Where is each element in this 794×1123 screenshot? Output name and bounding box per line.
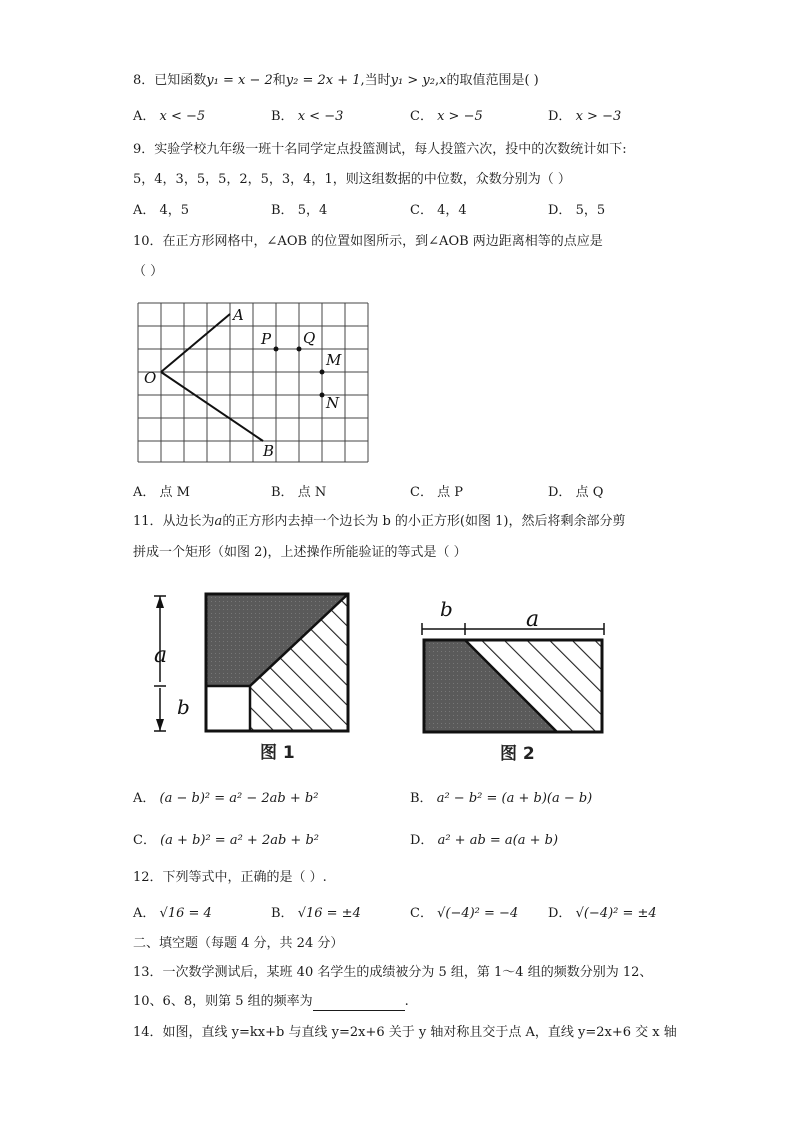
q10-option-d[interactable] [548,484,603,502]
option-label: D． [410,833,434,848]
label-q: Q [303,329,316,347]
option-label: B． [271,109,294,124]
option-value: 5，5 [575,203,606,218]
q10-option-c[interactable] [410,484,463,502]
q11-option-c[interactable] [133,832,319,850]
option-value: 点 N [297,485,327,500]
q13-stem-line2b: . [404,994,409,1009]
q12-option-d[interactable] [548,905,657,923]
q10-stem-line1: 10．在正方形网格中，∠AOB 的位置如图所示，到∠AOB 两边距离相等的点应是 [133,234,603,249]
q12-option-c[interactable] [410,905,518,923]
q8-y1: y₁ = x − 2 [206,73,273,88]
option-value: (a + b)² = a² + 2ab + b² [160,833,319,848]
q12-option-b[interactable] [271,905,361,923]
point-m [320,370,325,375]
option-label: B． [271,485,294,500]
q9-option-c[interactable] [410,202,467,220]
q9-option-a[interactable] [133,202,189,220]
q11-option-b[interactable] [410,790,592,808]
label-o: O [144,369,157,387]
q8-stem-c: , [434,73,440,88]
q11-stem-line1 [133,513,625,531]
q11-figure-2 [412,594,612,769]
option-value: x < −5 [159,109,206,124]
option-label: B． [271,906,294,921]
option-value: x > −5 [437,109,483,124]
option-value: √(−4)² = −4 [437,906,519,921]
q10-option-b[interactable] [271,484,326,502]
option-value: 4，4 [437,203,467,218]
fig2-label-b: b [440,597,453,621]
fig1-label-a: a [154,643,168,668]
point-n [320,393,325,398]
section-title: 二、填空题（每题 4 分，共 24 分） [133,936,344,951]
option-value: √16 = 4 [159,906,212,921]
option-value: 点 Q [575,485,604,500]
q10-stem-line2: （ ） [133,264,164,279]
option-label: D． [548,906,572,921]
label-a: A [233,306,244,324]
option-value: √(−4)² = ±4 [575,906,657,921]
q9-option-d[interactable] [548,202,605,220]
q9-stem-line1: 9．实验学校九年级一班十名同学定点投篮测试，每人投篮六次，投中的次数统计如下: [133,142,627,157]
q13-stem-line1: 13．一次数学测试后，某班 40 名学生的成绩被分为 5 组，第 1～4 组的频数分别为 12、 [133,965,653,980]
point-p [274,347,279,352]
answer-blank[interactable] [313,996,405,1011]
point-q [297,347,302,352]
q11-option-d[interactable] [410,832,558,850]
q8-and: 和 [272,73,286,88]
option-label: C． [133,833,156,848]
q8-stem-d: 的取值范围是( ) [446,73,539,88]
option-label: D． [548,109,572,124]
q8-cond: y₁ > y₂ [390,73,435,88]
option-value: 点 P [437,485,463,500]
q13-stem-line2 [133,993,409,1011]
fig1-label-b: b [177,695,190,719]
ray-ob [161,372,263,441]
option-label: A． [133,109,156,124]
q10-grid-figure [130,296,370,466]
q8-option-d[interactable] [548,108,621,126]
option-label: C． [410,109,433,124]
option-label: A． [133,485,156,500]
option-value: a² − b² = (a + b)(a − b) [436,791,593,806]
q8-stem-a: 8．已知函数 [133,73,207,88]
label-m: M [326,351,342,369]
option-value: √16 = ±4 [297,906,361,921]
option-label: C． [410,203,433,218]
q8-stem-b: ,当时 [360,73,391,88]
option-value: x > −3 [575,109,622,124]
option-label: A． [133,203,156,218]
q10-option-a[interactable] [133,484,190,502]
option-label: D． [548,203,572,218]
q8-option-a[interactable] [133,108,205,126]
q8-stem [133,72,539,90]
q9-option-b[interactable] [271,202,327,220]
label-n: N [326,394,340,412]
q13-stem-line2a: 10、6、8，则第 5 组的频率为 [133,994,313,1009]
option-label: B． [410,791,433,806]
option-value: (a − b)² = a² − 2ab + b² [159,791,319,806]
grid-lines [138,303,368,462]
option-value: 5，4 [297,203,328,218]
q11-stem-a: 11．从边长为 [133,514,215,529]
fig2-caption: 图 2 [500,744,535,764]
option-label: A． [133,791,156,806]
q8-option-c[interactable] [410,108,483,126]
q8-option-b[interactable] [271,108,343,126]
label-p: P [261,330,272,348]
option-value: 点 M [159,485,190,500]
q12-stem: 12．下列等式中，正确的是（ ）. [133,870,327,885]
q8-y2: y₂ = 2x + 1 [285,73,361,88]
q11-stem-line2: 拼成一个矩形（如图 2)，上述操作所能验证的等式是（ ） [133,545,467,560]
q14-stem-line1: 14．如图，直线 y=kx+b 与直线 y=2x+6 关于 y 轴对称且交于点 A，直线 y=2x+6 交 x 轴 [133,1025,677,1040]
q11-a: a [214,514,223,529]
q11-figure-1 [150,588,360,763]
option-label: C． [410,485,433,500]
q9-stem-line2: 5，4，3，5，5，2，5，3，4，1，则这组数据的中位数，众数分别为（ ） [133,172,571,187]
q11-stem-b: 的正方形内去掉一个边长为 b 的小正方形(如图 1)，然后将剩余部分剪 [222,514,626,529]
fig2-label-a: a [526,607,540,632]
option-value: 4，5 [159,203,190,218]
option-value: x < −3 [297,109,344,124]
fig1-caption: 图 1 [260,743,295,763]
option-label: B． [271,203,294,218]
q11-option-a[interactable] [133,790,318,808]
option-label: C． [410,906,433,921]
removed-square [208,688,248,729]
label-b: B [263,442,275,460]
q8-x: x [439,73,447,88]
option-label: D． [548,485,572,500]
option-value: a² + ab = a(a + b) [437,833,559,848]
ray-oa [161,314,230,372]
option-label: A． [133,906,156,921]
q12-option-a[interactable] [133,905,212,923]
